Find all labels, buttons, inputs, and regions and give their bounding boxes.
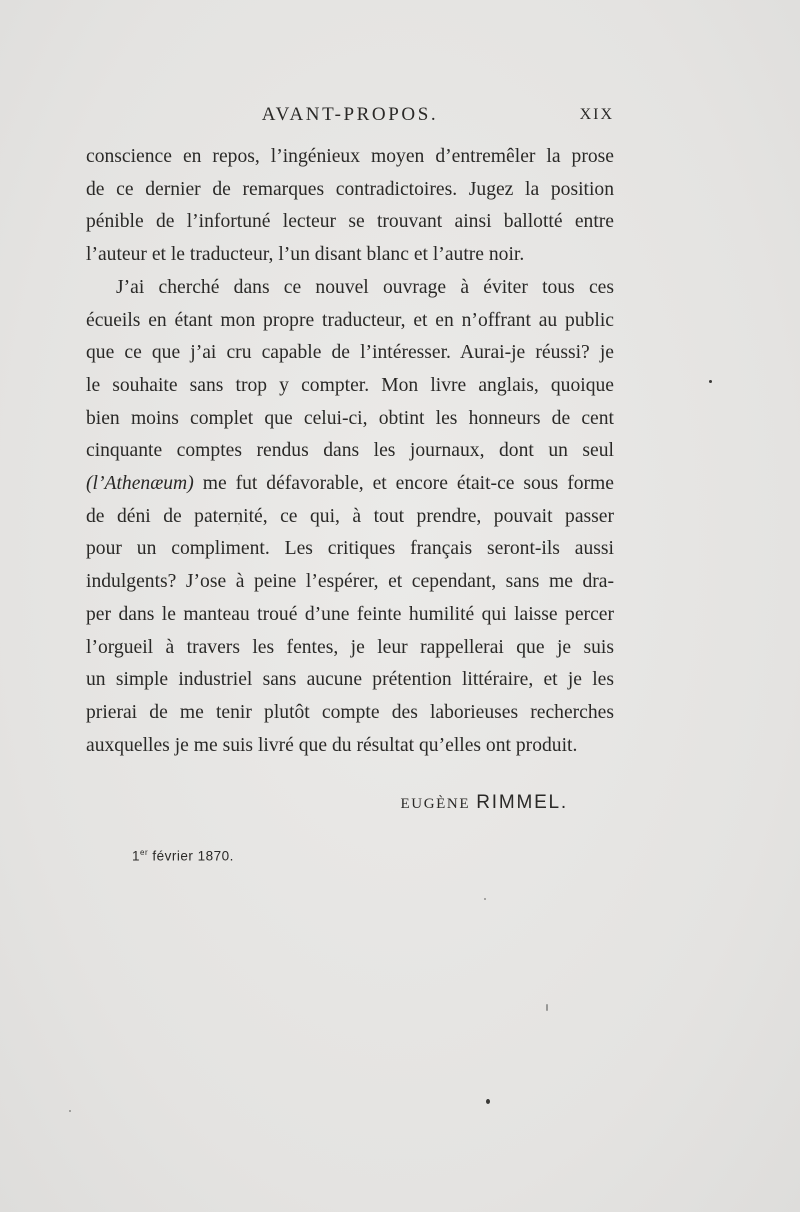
paper-speck	[238, 523, 240, 525]
text-line: bien moins complet que celui-ci, obtint les honneurs de cent	[86, 407, 614, 429]
text-line: prierai de me tenir plutôt compte des laborieuses recherches	[86, 701, 614, 723]
text-line: per dans le manteau troué d’une feinte humilité qui laisse percer	[86, 603, 614, 625]
text-fragment: me fut défavorable, et encore était-ce sous forme	[202, 473, 614, 495]
text-line: de déni de paternité, ce qui, à tout prendre, pouvait passer	[86, 505, 614, 527]
running-title: AVANT-PROPOS.	[261, 104, 439, 125]
signature-first-name: EUGÈNE	[400, 796, 471, 812]
paper-speck	[546, 1004, 548, 1011]
paper-speck	[486, 1099, 490, 1104]
body-text	[86, 141, 614, 762]
text-line: pour un compliment. Les critiques français seront-ils aussi	[86, 538, 614, 560]
date-rest: février 1870.	[148, 848, 234, 864]
text-line: l’auteur et le traducteur, l’un disant blanc et l’autre noir.	[86, 244, 525, 266]
page-number: XIX	[579, 106, 614, 123]
signature	[401, 792, 568, 814]
text-line: pénible de l’infortuné lecteur se trouvant ainsi ballotté entre	[86, 211, 614, 233]
text-line: le souhaite sans trop y compter. Mon livre anglais, quoique	[86, 374, 614, 396]
date-day-suffix: er	[140, 848, 149, 857]
text-line: un simple industriel sans aucune prétention littéraire, et je les	[86, 669, 614, 691]
paper-speck	[484, 898, 486, 900]
paper-speck	[709, 380, 712, 383]
paper-speck	[69, 1110, 71, 1112]
text-line: que ce que j’ai cru capable de l’intéresser. Aurai-je réussi? je	[86, 342, 614, 364]
text-line: écueils en étant mon propre traducteur, et en n’offrant au public	[86, 309, 614, 331]
italic-title: (l’Athenæum)	[86, 473, 194, 495]
running-head	[86, 104, 614, 130]
text-line: l’orgueil à travers les fentes, je leur rappellerai que je suis	[86, 636, 614, 658]
date-day: 1	[132, 848, 141, 864]
text-line	[86, 468, 614, 501]
text-line: conscience en repos, l’ingénieux moyen d’entremêler la prose	[86, 146, 614, 167]
text-line: auxquelles je me suis livré que du résultat qu’elles ont produit.	[86, 734, 578, 756]
signature-last-name: RIMMEL.	[476, 792, 568, 813]
date-line	[132, 848, 234, 864]
paragraph-first-line: J’ai cherché dans ce nouvel ouvrage à éviter tous ces	[116, 276, 614, 298]
text-line: cinquante comptes rendus dans les journaux, dont un seul	[86, 440, 614, 462]
text-line: indulgents? J’ose à peine l’espérer, et cependant, sans me dra-	[86, 571, 614, 593]
text-line: de ce dernier de remarques contradictoires. Jugez la position	[86, 178, 614, 200]
